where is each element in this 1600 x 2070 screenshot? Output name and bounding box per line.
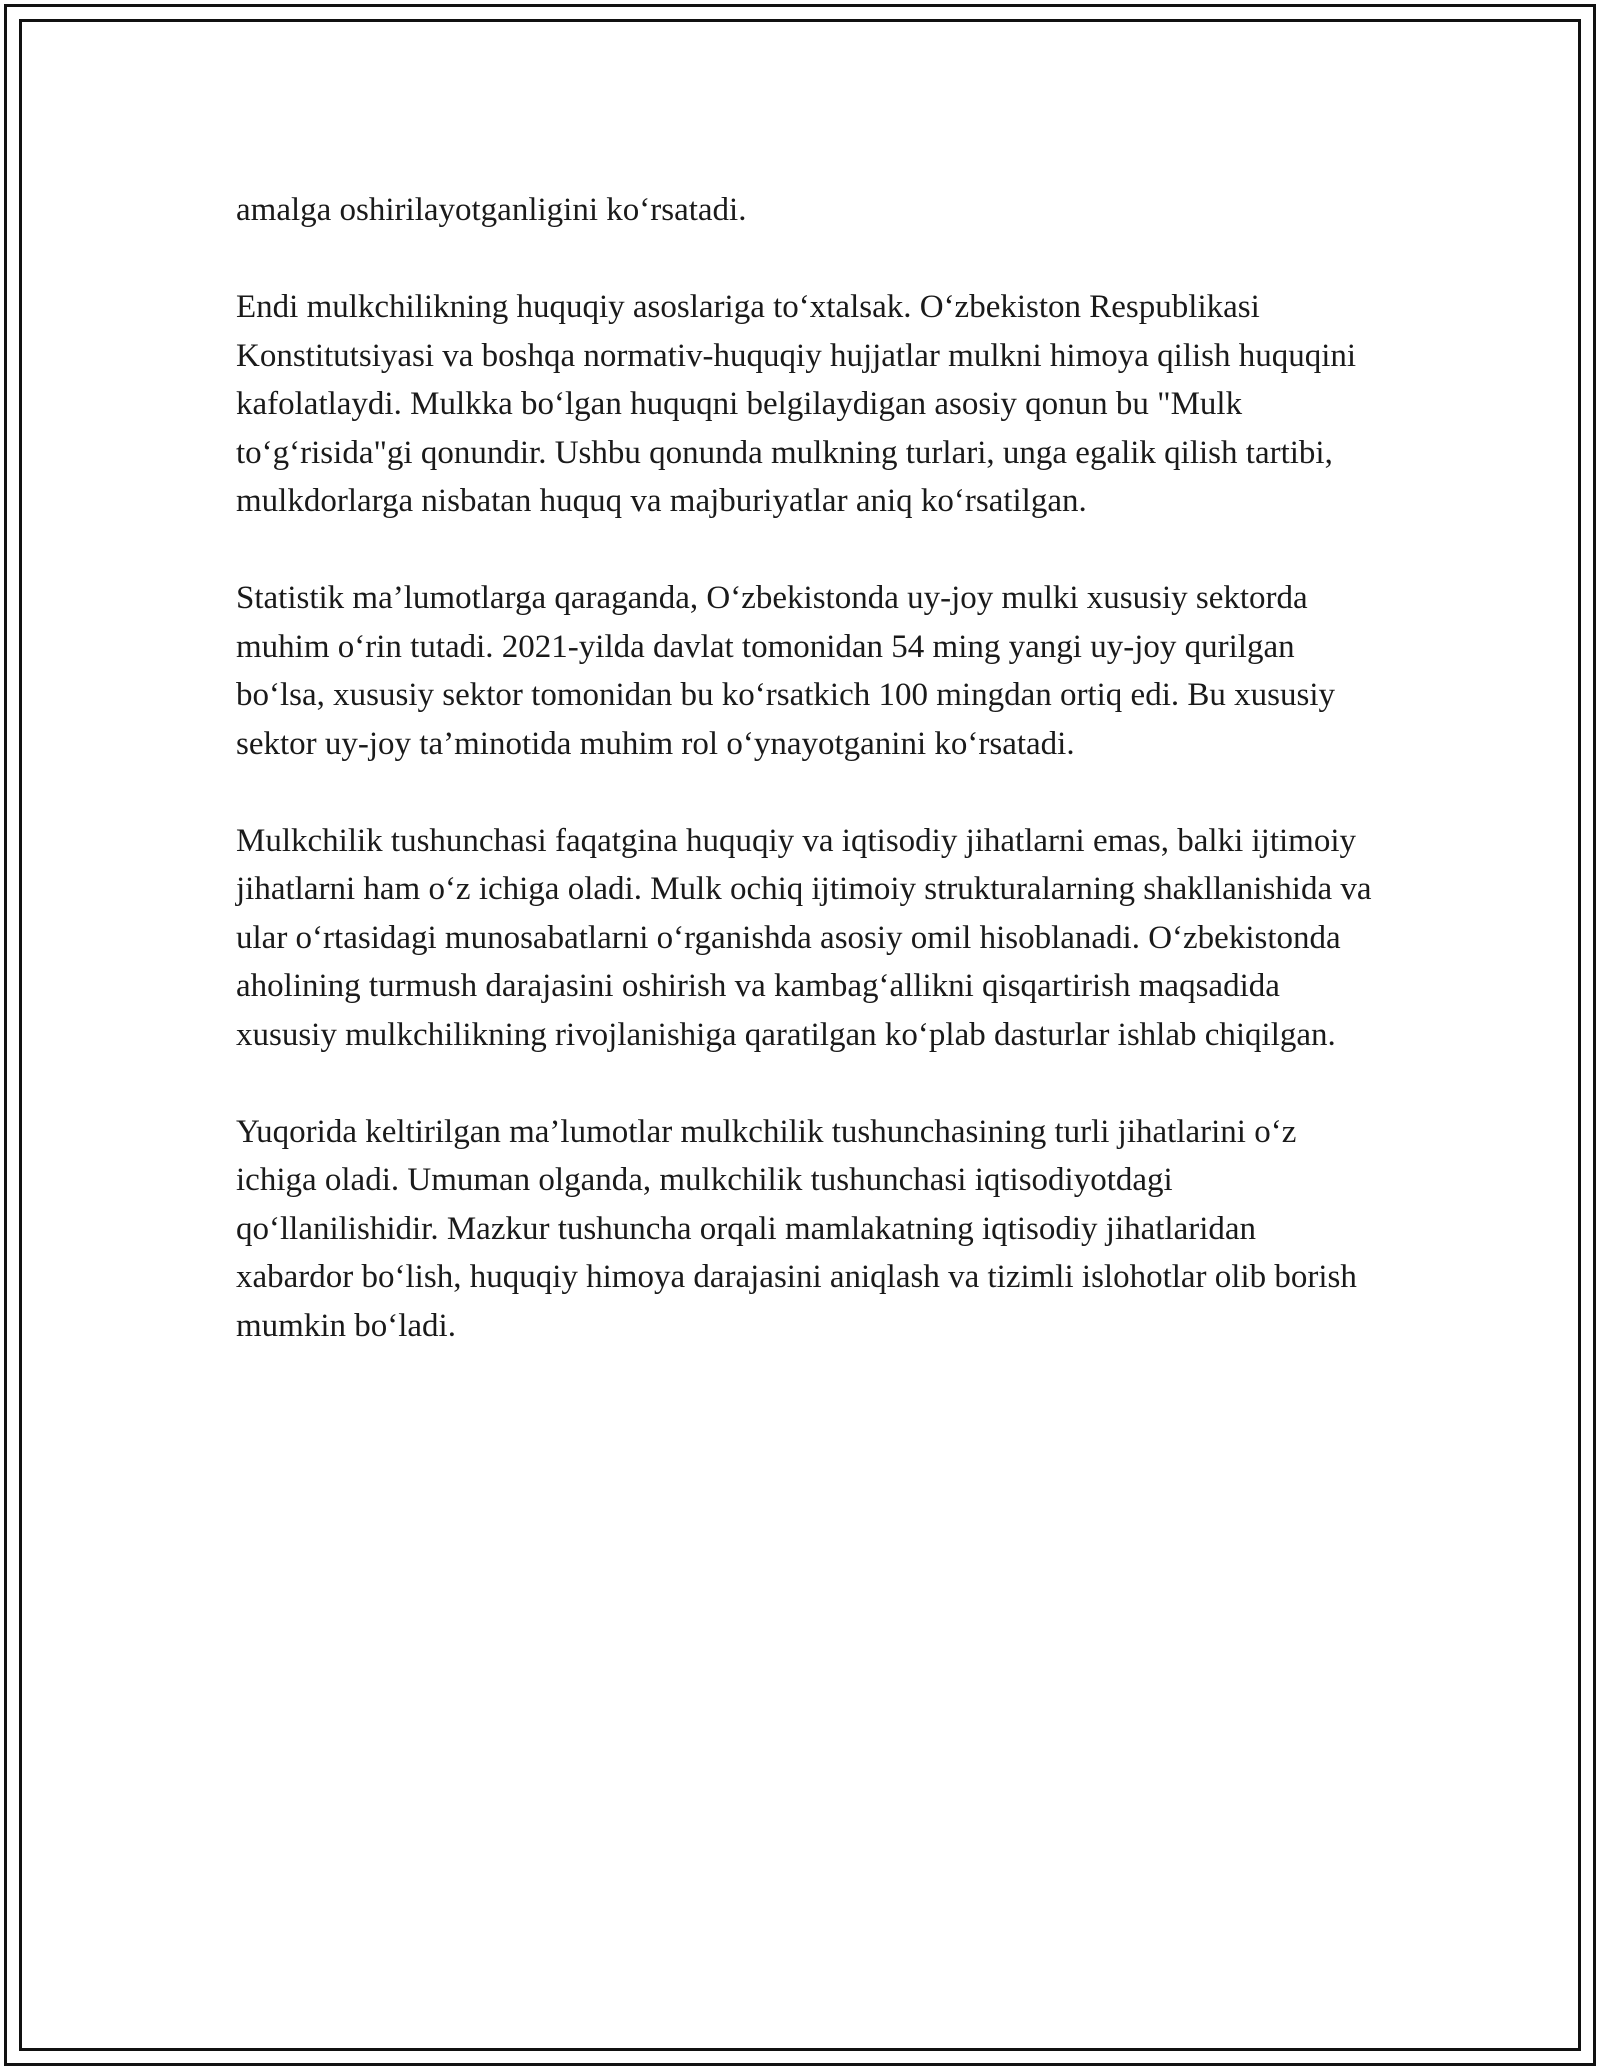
- document-body: [236, 186, 1376, 1399]
- paragraph-social-aspects: Mulkchilik tushunchasi faqatgina huquqiy va iqtisodiy jihatlarni emas, balki ijtimoiy jihatlarni ham o‘z ichiga oladi. Mulk ochiq ijtimoiy strukturalarning shakllanishida va ular o‘rtasidagi munosabatlarni o‘rganishda asosiy omil hisoblanadi. O‘zbekistonda aholining turmush darajasini oshirish va kambag‘allikni qisqartirish maqsadida xususiy mulkchilikning rivojlanishiga qaratilgan ko‘plab dasturlar ishlab chiqilgan.: [236, 822, 1372, 1053]
- paragraph-legal-basis: Endi mulkchilikning huquqiy asoslariga to‘xtalsak. O‘zbekiston Respublikasi Konstitutsiyasi va boshqa normativ-huquqiy hujjatlar mulkni himoya qilish huquqini kafolatlaydi. Mulkka bo‘lgan huquqni belgilaydigan asosiy qonun bu "Mulk to‘g‘risida"gi qonundir. Ushbu qonunda mulkning turlari, unga egalik qilish tartibi, mulkdorlarga nisbatan huquq va majburiyatlar aniq ko‘rsatilgan.: [236, 289, 1357, 519]
- paragraph-statistics: Statistik ma’lumotlarga qaraganda, O‘zbekistonda uy-joy mulki xususiy sektorda muhim o‘rin tutadi. 2021-yilda davlat tomonidan 54 ming yangi uy-joy qurilgan bo‘lsa, xususiy sektor tomonidan bu ko‘rsatkich 100 mingdan ortiq edi. Bu xususiy sektor uy-joy ta’minotida muhim rol o‘ynayotganini ko‘rsatadi.: [236, 580, 1335, 762]
- paragraph-conclusion: Yuqorida keltirilgan ma’lumotlar mulkchilik tushunchasining turli jihatlarini o‘z ichiga oladi. Umuman olganda, mulkchilik tushunchasi iqtisodiyotdagi qo‘llanilishidir. Mazkur tushuncha orqali mamlakatning iqtisodiy jihatlaridan xabardor bo‘lish, huquqiy himoya darajasini aniqlash va tizimli islohotlar olib borish mumkin bo‘ladi.: [236, 1113, 1357, 1344]
- paragraph-continuation: amalga oshirilayotganligini ko‘rsatadi.: [236, 192, 747, 228]
